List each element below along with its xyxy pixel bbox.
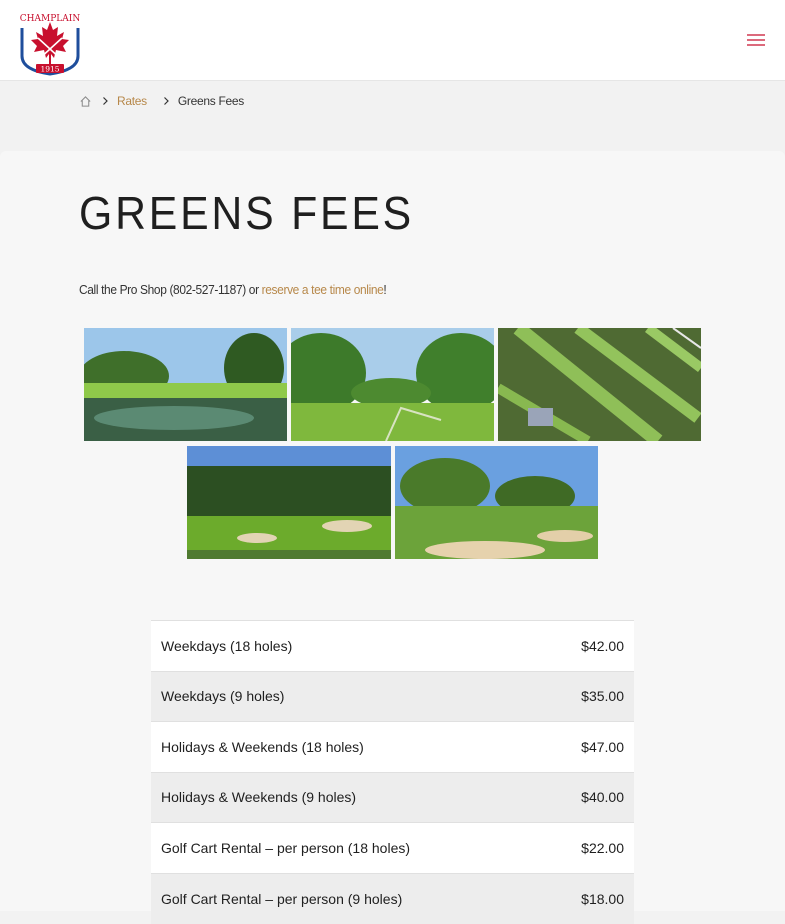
rate-price: $40.00	[543, 772, 634, 823]
table-row	[151, 823, 634, 874]
hamburger-menu-icon	[744, 30, 768, 50]
page-title: GREENS FEES	[79, 187, 414, 239]
breadcrumb	[79, 93, 244, 109]
rate-price: $22.00	[543, 823, 634, 874]
rate-price: $47.00	[543, 722, 634, 773]
rate-price: $18.00	[543, 873, 634, 924]
intro-prefix: Call the Pro Shop (802-527-1187) or	[79, 282, 262, 297]
bunker-green-photo[interactable]	[395, 446, 598, 559]
rate-label: Holidays & Weekends (18 holes)	[151, 722, 543, 773]
chevron-right-icon	[102, 96, 109, 106]
logo-wordmark: CHAMPLAIN	[19, 14, 81, 24]
green-with-golfers-photo[interactable]	[187, 446, 391, 559]
site-header	[0, 0, 785, 81]
rate-label: Weekdays (18 holes)	[151, 621, 543, 672]
reserve-tee-time-link[interactable]: reserve a tee time online	[261, 282, 384, 297]
tree-lined-fairway-photo[interactable]	[291, 328, 494, 441]
menu-button[interactable]	[744, 30, 768, 50]
aerial-course-photo[interactable]	[498, 328, 701, 441]
rate-label: Holidays & Weekends (9 holes)	[151, 772, 543, 823]
intro-suffix: !	[383, 282, 387, 297]
club-logo[interactable]	[14, 8, 86, 76]
greens-fees-table	[151, 620, 634, 924]
table-row	[151, 621, 634, 672]
chevron-right-icon	[163, 96, 170, 106]
breadcrumb-bar	[0, 81, 785, 121]
rate-label: Weekdays (9 holes)	[151, 671, 543, 722]
rate-label: Golf Cart Rental – per person (18 holes)	[151, 823, 543, 874]
breadcrumb-link-rates[interactable]: Rates	[117, 94, 147, 108]
rate-price: $42.00	[543, 621, 634, 672]
table-row	[151, 671, 634, 722]
rate-label: Golf Cart Rental – per person (9 holes)	[151, 873, 543, 924]
table-row	[151, 772, 634, 823]
logo-year: 1915	[40, 64, 60, 74]
pond-and-fairway-photo[interactable]	[84, 328, 287, 441]
maple-leaf-logo-icon	[14, 8, 86, 76]
table-row	[151, 873, 634, 924]
intro-text	[79, 282, 386, 297]
table-row	[151, 722, 634, 773]
breadcrumb-current: Greens Fees	[177, 94, 244, 108]
rate-price: $35.00	[543, 671, 634, 722]
home-icon[interactable]	[79, 95, 92, 108]
